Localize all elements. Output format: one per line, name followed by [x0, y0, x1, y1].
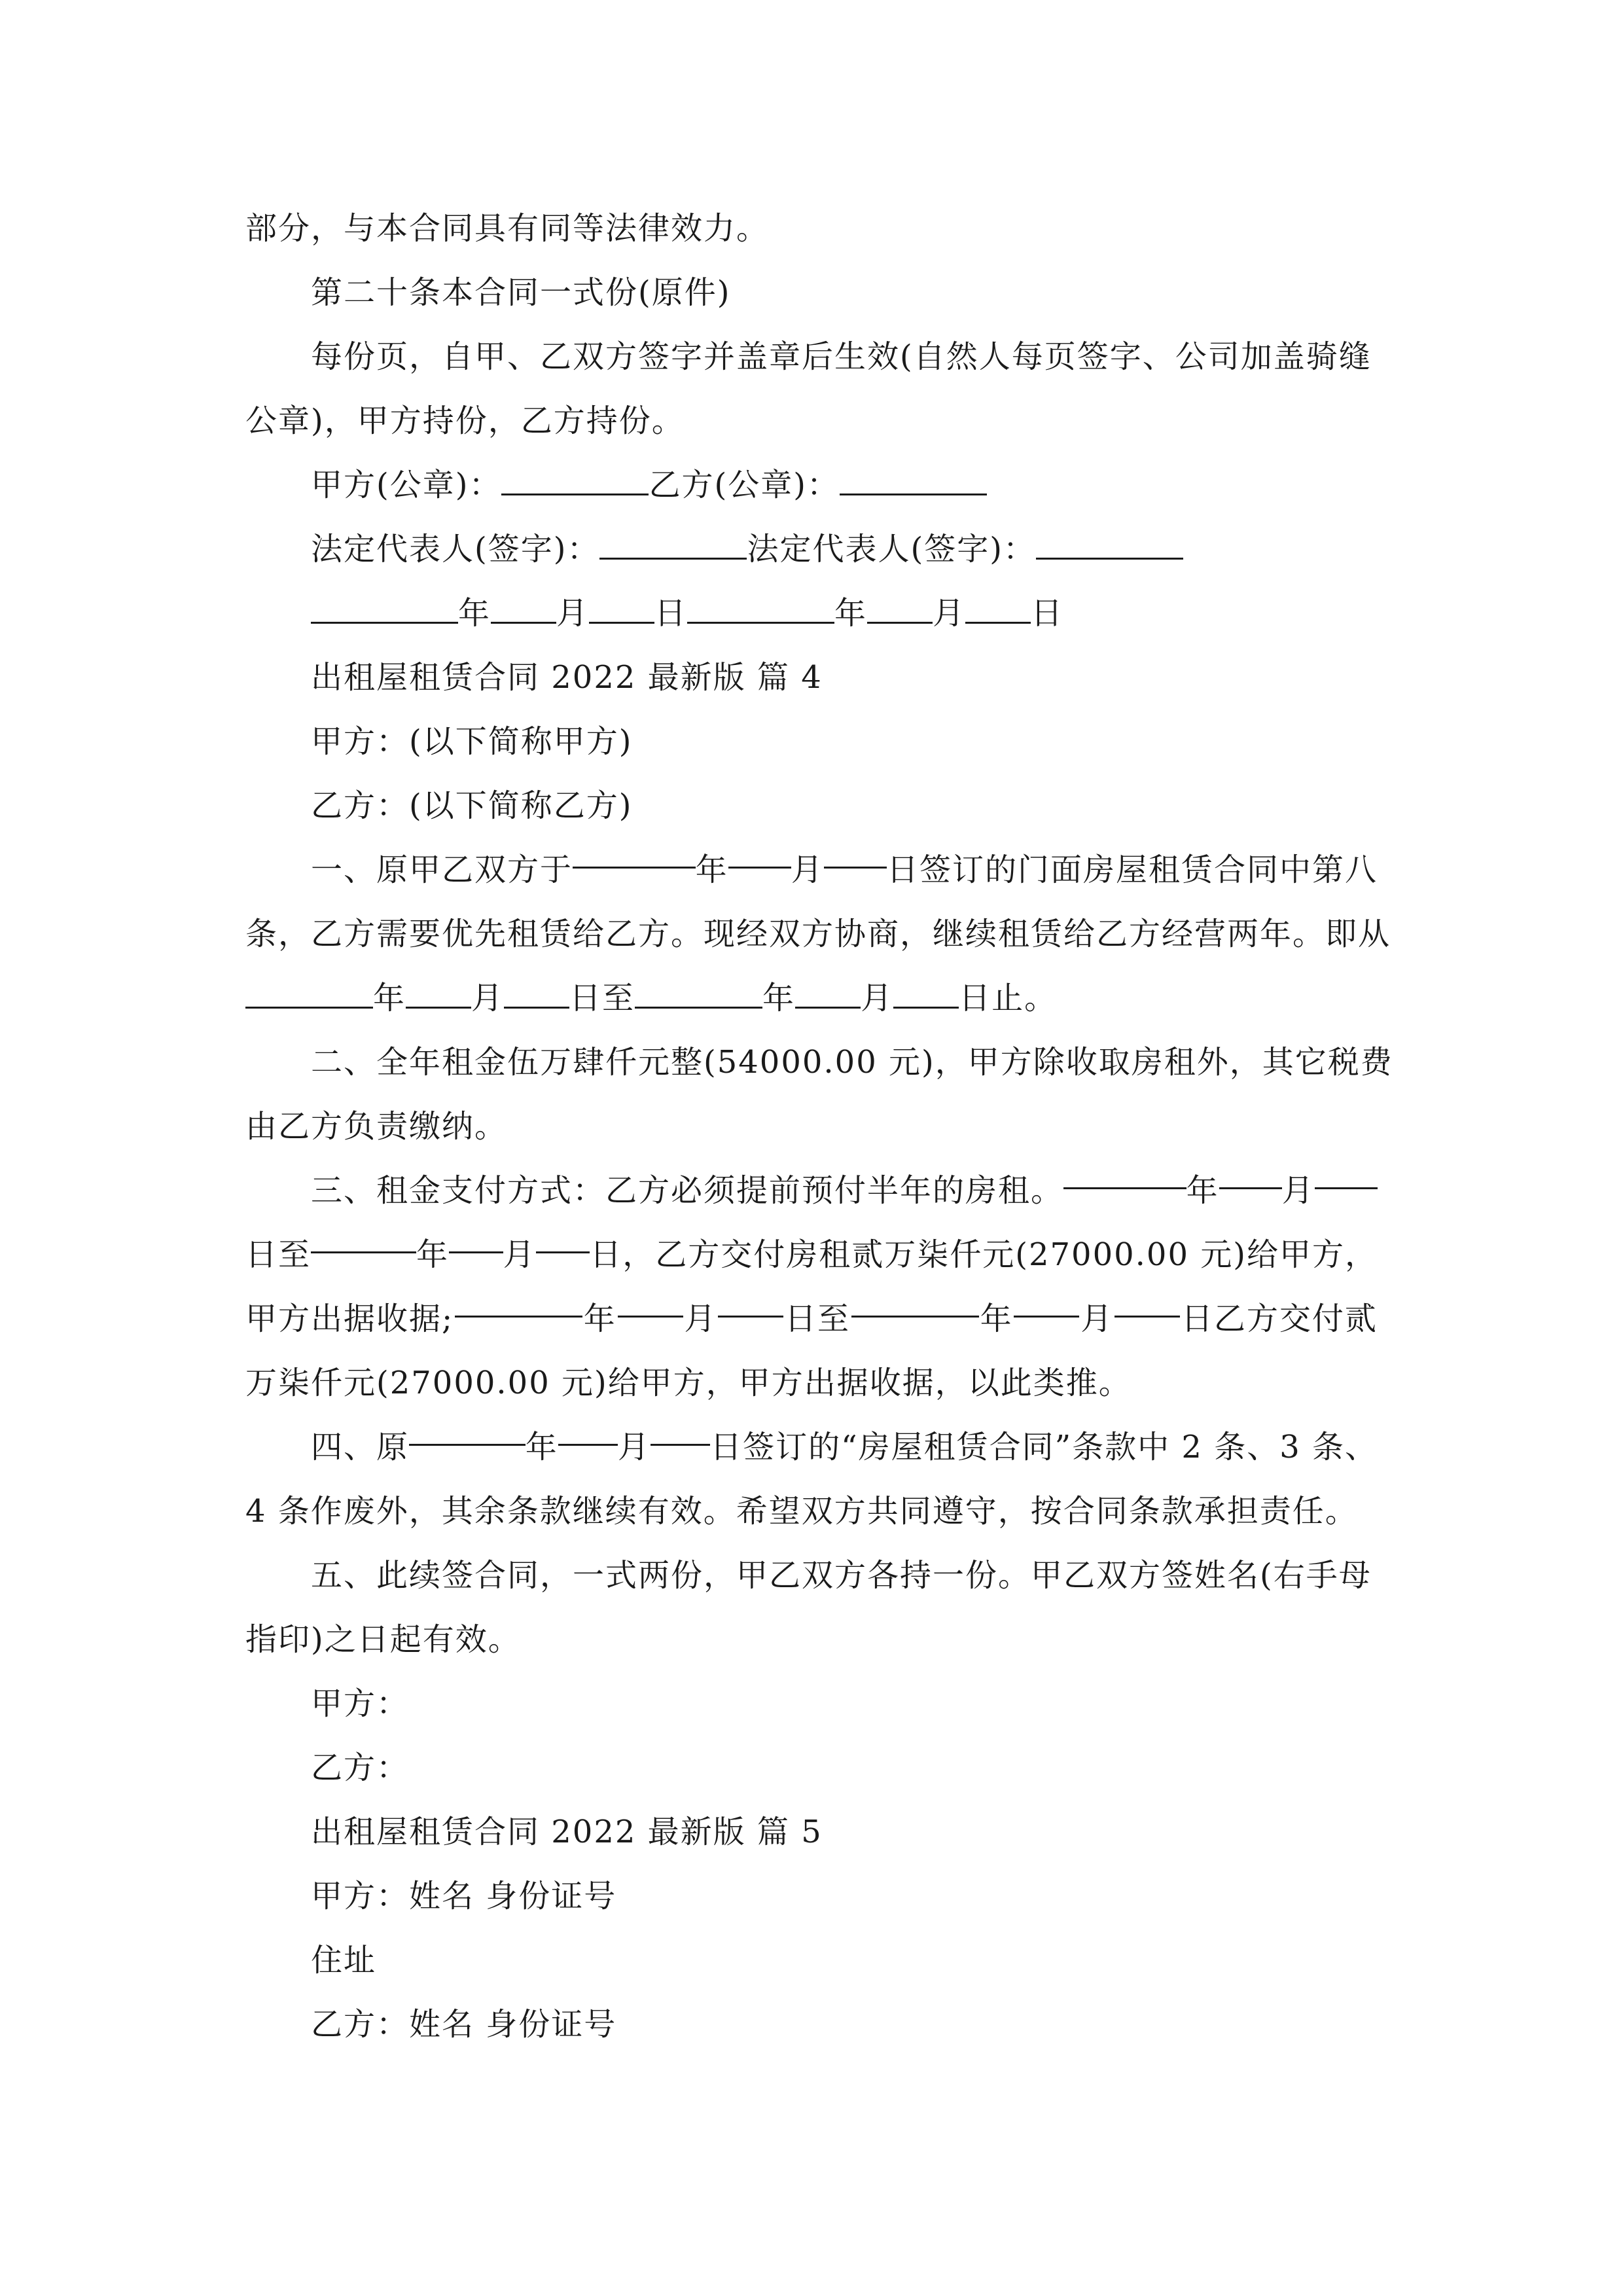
month-label: 月 — [1080, 1300, 1114, 1337]
year-label: 年 — [762, 980, 796, 1016]
address-label: 住址 — [311, 1942, 377, 1979]
fill-blank — [795, 978, 861, 1009]
fill-blank — [965, 593, 1031, 624]
fill-blank — [840, 465, 987, 495]
fill-blank — [406, 978, 471, 1009]
fill-blank — [311, 593, 458, 624]
fill-blank — [501, 465, 649, 495]
term-dates-line — [245, 966, 1378, 1030]
paragraph-line: 由乙方负责缴纳。 — [245, 1108, 508, 1145]
party-b-sign-label: 乙方： — [311, 1749, 410, 1786]
fill-blank — [651, 1415, 710, 1446]
year-label: 年 — [525, 1429, 558, 1465]
year-label: 年 — [458, 595, 491, 632]
payment-line — [245, 1287, 1378, 1351]
fill-blank — [599, 529, 747, 560]
party-a-sign-label: 甲方： — [311, 1685, 410, 1722]
party-b-id-line: 乙方：姓名 身份证号 — [311, 2006, 617, 2043]
text-fragment: 日至 — [245, 1236, 312, 1273]
month-label: 月 — [471, 980, 505, 1016]
date-line — [245, 581, 1378, 645]
clause-3-line — [245, 1158, 1378, 1223]
payment-line — [245, 1223, 1378, 1287]
party-b-line: 乙方：(以下简称乙方) — [311, 787, 633, 824]
party-a-line: 甲方：(以下简称甲方) — [311, 723, 633, 760]
paragraph-line: 公章)，甲方持份，乙方持份。 — [245, 403, 685, 439]
month-label: 月 — [933, 595, 966, 632]
month-label: 月 — [791, 852, 824, 888]
month-label: 月 — [1281, 1172, 1315, 1209]
month-label: 月 — [684, 1300, 717, 1337]
fill-blank — [245, 978, 373, 1009]
fill-blank — [311, 1223, 416, 1253]
year-label: 年 — [980, 1300, 1013, 1337]
fill-blank — [1036, 529, 1183, 560]
fill-blank — [1115, 1287, 1180, 1318]
text-fragment: 日，乙方交付房租贰万柒仟元(27000.00 元)给甲方， — [590, 1236, 1378, 1273]
year-label: 年 — [373, 980, 406, 1016]
month-label: 月 — [556, 595, 590, 632]
fill-blank — [1014, 1287, 1079, 1318]
year-label: 年 — [695, 852, 728, 888]
clause-5-line: 五、此续签合同，一式两份，甲乙双方各持一份。甲乙双方签姓名(右手母 — [311, 1557, 1372, 1594]
fill-blank — [589, 593, 654, 624]
fill-blank — [824, 838, 887, 869]
fill-blank — [635, 978, 762, 1009]
year-label: 年 — [834, 595, 868, 632]
fill-blank — [573, 838, 696, 869]
clause-1-line — [245, 838, 1378, 902]
party-b-seal-label: 乙方(公章)： — [649, 467, 840, 503]
fill-blank — [536, 1223, 590, 1253]
fill-blank — [718, 1287, 783, 1318]
paragraph-line: 指印)之日起有效。 — [245, 1621, 521, 1658]
fill-blank — [409, 1415, 526, 1446]
party-a-id-line: 甲方：姓名 身份证号 — [311, 1878, 617, 1914]
paragraph-line: 4 条作废外，其余条款继续有效。希望双方共同遵守，按合同条款承担责任。 — [245, 1493, 1358, 1530]
fill-blank — [449, 1223, 503, 1253]
paragraph-line: 每份页，自甲、乙双方签字并盖章后生效(自然人每页签字、公司加盖骑缝 — [311, 338, 1372, 375]
text-fragment: 日乙方交付贰 — [1181, 1300, 1378, 1337]
month-label: 月 — [503, 1236, 536, 1273]
fill-blank — [867, 593, 933, 624]
fill-blank — [558, 1415, 618, 1446]
text-fragment: 四、原 — [311, 1429, 410, 1465]
paragraph-line: 部分，与本合同具有同等法律效力。 — [245, 210, 770, 247]
paragraph-line: 条，乙方需要优先租赁给乙方。现经双方协商，继续租赁给乙方经营两年。即从 — [245, 916, 1391, 952]
text-fragment: 三、租金支付方式：乙方必须提前预付半年的房租。 — [311, 1172, 1064, 1209]
party-a-seal-label: 甲方(公章)： — [311, 467, 502, 503]
representative-line — [245, 517, 1378, 581]
fill-blank — [1315, 1158, 1378, 1189]
month-label: 月 — [617, 1429, 651, 1465]
year-label: 年 — [1186, 1172, 1219, 1209]
fill-blank — [1063, 1158, 1186, 1189]
paragraph-line: 万柒仟元(27000.00 元)给甲方，甲方出据收据，以此类推。 — [245, 1365, 1132, 1401]
text-fragment: 日签订的“房屋租赁合同”条款中 2 条、3 条、 — [710, 1429, 1378, 1465]
rep-b-label: 法定代表人(签字)： — [747, 531, 1036, 567]
text-fragment: 日至 — [569, 980, 635, 1016]
fill-blank — [893, 978, 959, 1009]
fill-blank — [1219, 1158, 1282, 1189]
section-title: 出租屋租赁合同 2022 最新版 篇 5 — [311, 1814, 823, 1850]
rep-a-label: 法定代表人(签字)： — [311, 531, 600, 567]
article-20-heading: 第二十条本合同一式份(原件) — [311, 274, 731, 311]
section-title: 出租屋租赁合同 2022 最新版 篇 4 — [311, 659, 823, 696]
clause-2-line: 二、全年租金伍万肆仟元整(54000.00 元)，甲方除收取房租外，其它税费 — [311, 1044, 1393, 1081]
year-label: 年 — [583, 1300, 616, 1337]
seal-line — [245, 453, 1378, 517]
text-fragment: 日止。 — [959, 980, 1058, 1016]
text-fragment: 甲方出据收据; — [245, 1300, 454, 1337]
fill-blank — [851, 1287, 979, 1318]
day-label: 日 — [654, 595, 688, 632]
fill-blank — [491, 593, 556, 624]
text-fragment: 日至 — [785, 1300, 851, 1337]
text-fragment: 一、原甲乙双方于 — [311, 852, 573, 888]
fill-blank — [618, 1287, 683, 1318]
text-fragment: 日签订的门面房屋租赁合同中第八 — [886, 852, 1378, 888]
fill-blank — [455, 1287, 582, 1318]
year-label: 年 — [416, 1236, 450, 1273]
document-page — [245, 196, 1393, 2056]
day-label: 日 — [1031, 595, 1064, 632]
month-label: 月 — [861, 980, 894, 1016]
clause-4-line — [245, 1415, 1378, 1479]
fill-blank — [728, 838, 791, 869]
fill-blank — [687, 593, 834, 624]
fill-blank — [504, 978, 569, 1009]
